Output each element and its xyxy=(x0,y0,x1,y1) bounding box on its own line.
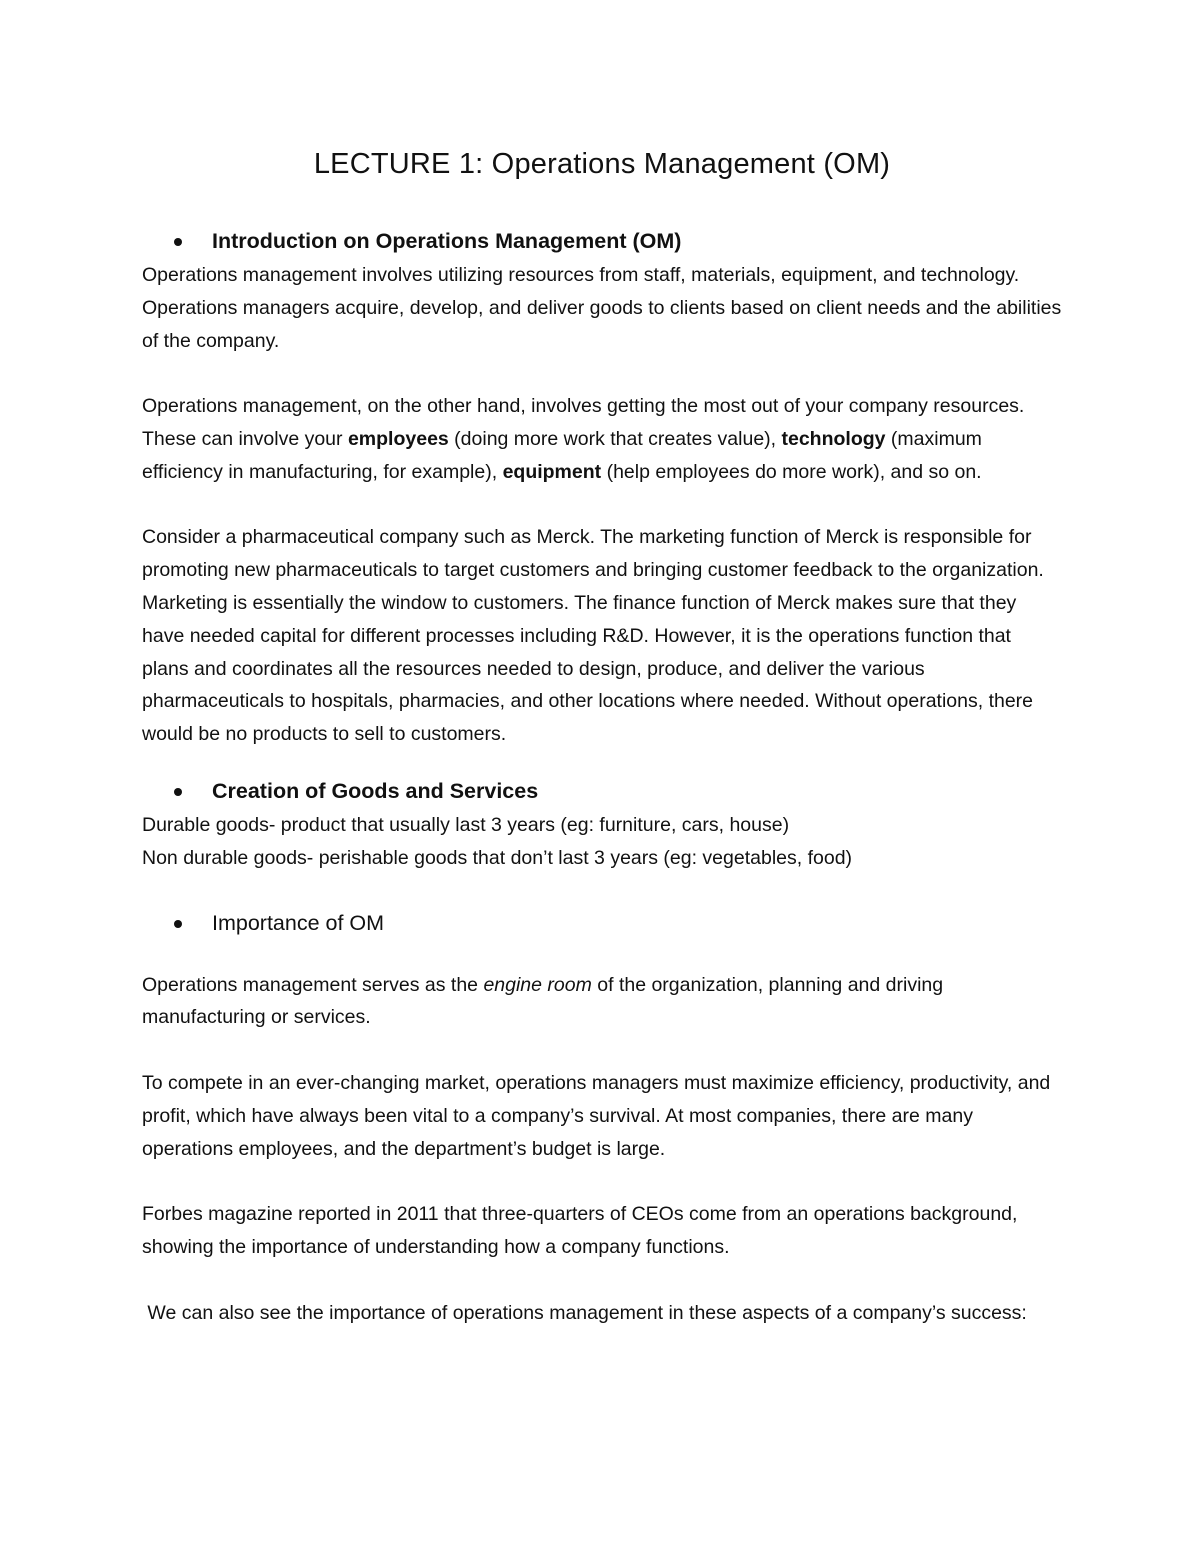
spacer xyxy=(142,188,1062,223)
document-body xyxy=(142,140,1062,1329)
page-title: LECTURE 1: Operations Management (OM) xyxy=(313,148,891,180)
spacer xyxy=(142,941,1062,969)
line-durable-goods: Durable goods- product that usually last 3 years (eg: furniture, cars, house) xyxy=(142,813,790,836)
paragraph-intro-1: Operations management involves utilizing resources from staff, materials, equipment, and technology. Operations managers acquire, develop, and deliver goods to clients based on client needs and the abilities of the company. xyxy=(142,264,1062,352)
spacer xyxy=(142,751,1062,773)
bold-term-equipment: equipment xyxy=(502,460,602,483)
line-non-durable-goods: Non durable goods- perishable goods that don’t last 3 years (eg: vegetables, food) xyxy=(142,846,853,869)
paragraph-importance-4: We can also see the importance of operations management in these aspects of a company’s success: xyxy=(142,1301,1027,1324)
section-heading-creation xyxy=(142,773,1062,809)
paragraph-importance-3: Forbes magazine reported in 2011 that three-quarters of CEOs come from an operations background, showing the importance of understanding how a company functions. xyxy=(142,1203,1018,1258)
section-heading-text: Introduction on Operations Management (OM) xyxy=(212,229,682,253)
section-heading-introduction xyxy=(142,223,1062,259)
paragraph-importance-2: To compete in an ever-changing market, operations managers must maximize efficiency, productivity, and profit, which have always been vital to a company’s survival. At most companies, there are many operations employees, and the department’s budget is large. xyxy=(142,1071,1051,1160)
paragraph-importance-1: Operations management serves as the engine room of the organization, planning and driving manufacturing or services. xyxy=(142,973,944,1029)
spacer xyxy=(142,357,1062,390)
spacer xyxy=(142,1165,1062,1198)
spacer xyxy=(142,875,1062,905)
section-heading-text: Creation of Goods and Services xyxy=(212,778,539,803)
paragraph-intro-3: Consider a pharmaceutical company such as Merck. The marketing function of Merck is responsible for promoting new pharmaceuticals to target customers and bringing customer feedback to the organization. Marketing is essentially the window to customers. The finance function of Merck makes sure that they have needed capital for different processes including R&D. However, it is the operations function that plans and coordinates all the resources needed to design, produce, and deliver the various pharmaceuticals to hospitals, pharmacies, and other locations where needed. Without operations, there would be no products to sell to customers. xyxy=(142,526,1044,746)
bold-term-technology: technology xyxy=(781,427,886,450)
spacer xyxy=(142,1264,1062,1297)
bold-term-employees: employees xyxy=(347,427,449,450)
paragraph-intro-2: Operations management, on the other hand, involves getting the most out of your company resources. These can involve your employees (doing more work that creates value), technology (maximum efficiency in manufacturing, for example), equipment (help employees do more work), and so on. xyxy=(142,395,1025,483)
bullet-icon xyxy=(174,238,182,246)
italic-term-engine-room: engine room xyxy=(483,973,592,996)
section-heading-importance xyxy=(142,905,1062,941)
bullet-icon xyxy=(174,920,182,928)
spacer xyxy=(142,1034,1062,1067)
spacer xyxy=(142,489,1062,522)
section-heading-text: Importance of OM xyxy=(212,910,385,935)
bullet-icon xyxy=(174,788,182,796)
